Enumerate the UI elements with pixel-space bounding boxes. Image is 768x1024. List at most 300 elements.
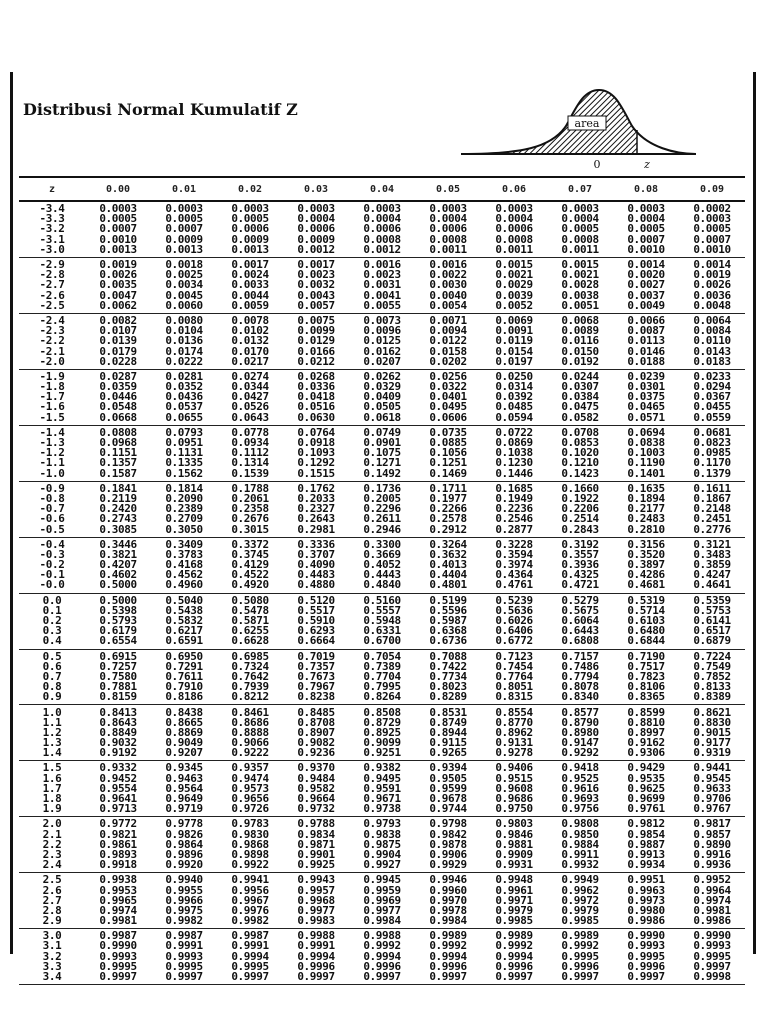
probability-cell: 0.9960 [429, 883, 467, 897]
probability-cell: 0.5987 [429, 614, 467, 628]
probability-cell: 0.0014 [627, 258, 665, 272]
probability-cell: 0.0016 [429, 258, 467, 272]
probability-cell: 0.0030 [429, 278, 467, 292]
z-value-cell: 2.6 [42, 883, 62, 897]
probability-cell: 0.0006 [297, 222, 335, 236]
z-value-cell: -1.3 [39, 436, 65, 450]
probability-cell: 0.0192 [561, 354, 599, 368]
probability-cell: 0.5910 [297, 614, 335, 628]
probability-cell: 0.0051 [561, 298, 599, 312]
column-header: 0.04 [369, 183, 395, 195]
probability-cell: 0.9884 [561, 837, 599, 851]
probability-cell: 0.1762 [297, 481, 335, 495]
probability-cell: 0.4960 [165, 578, 203, 592]
probability-cell: 0.9997 [627, 970, 665, 984]
probability-cell: 0.0005 [561, 222, 599, 236]
probability-cell: 0.2389 [165, 502, 203, 516]
probability-cell: 0.1251 [429, 456, 467, 470]
probability-cell: 0.0823 [693, 436, 731, 450]
probability-cell: 0.9878 [429, 837, 467, 851]
probability-cell: 0.9946 [429, 873, 467, 887]
probability-cell: 0.7910 [165, 680, 203, 694]
probability-cell: 0.9857 [693, 827, 731, 841]
probability-cell: 0.9969 [363, 893, 401, 907]
probability-cell: 0.0222 [165, 354, 203, 368]
probability-cell: 0.1685 [495, 481, 533, 495]
probability-cell: 0.9783 [231, 817, 269, 831]
probability-cell: 0.8925 [363, 725, 401, 739]
z-value-cell: -2.9 [39, 258, 65, 272]
table-row [19, 354, 745, 368]
probability-cell: 0.9463 [165, 771, 203, 785]
probability-cell: 0.5948 [363, 614, 401, 628]
probability-cell: 0.0322 [429, 380, 467, 394]
probability-cell: 0.0025 [165, 268, 203, 282]
probability-cell: 0.9929 [429, 858, 467, 872]
probability-cell: 0.1401 [627, 466, 665, 480]
probability-cell: 0.0401 [429, 390, 467, 404]
probability-cell: 0.1977 [429, 491, 467, 505]
probability-cell: 0.0007 [165, 222, 203, 236]
probability-cell: 0.0571 [627, 410, 665, 424]
table-row [19, 524, 745, 534]
probability-cell: 0.3300 [363, 537, 401, 551]
probability-cell: 0.0505 [363, 400, 401, 414]
probability-cell: 0.9082 [297, 736, 335, 750]
probability-cell: 0.9994 [495, 949, 533, 963]
probability-cell: 0.9951 [627, 873, 665, 887]
probability-cell: 0.1841 [99, 481, 137, 495]
probability-cell: 0.9842 [429, 827, 467, 841]
probability-cell: 0.0023 [363, 268, 401, 282]
z-value-cell: 3.1 [42, 939, 62, 953]
probability-cell: 0.7673 [297, 669, 335, 683]
probability-cell: 0.9817 [693, 817, 731, 831]
probability-cell: 0.4761 [495, 578, 533, 592]
probability-cell: 0.0274 [231, 369, 269, 383]
probability-cell: 0.1230 [495, 456, 533, 470]
z-value-cell: 1.9 [42, 802, 62, 816]
probability-cell: 0.1357 [99, 456, 137, 470]
probability-cell: 0.8051 [495, 680, 533, 694]
probability-cell: 0.0040 [429, 288, 467, 302]
probability-cell: 0.0055 [363, 298, 401, 312]
probability-cell: 0.7764 [495, 669, 533, 683]
probability-cell: 0.9965 [99, 893, 137, 907]
probability-cell: 0.0022 [429, 268, 467, 282]
probability-cell: 0.0281 [165, 369, 203, 383]
probability-cell: 0.0722 [495, 425, 533, 439]
probability-cell: 0.0024 [231, 268, 269, 282]
probability-cell: 0.0122 [429, 334, 467, 348]
column-header-z: z [48, 183, 56, 195]
probability-cell: 0.0091 [495, 324, 533, 338]
probability-cell: 0.0968 [99, 436, 137, 450]
probability-cell: 0.9989 [429, 929, 467, 943]
probability-cell: 0.8749 [429, 715, 467, 729]
probability-cell: 0.8577 [561, 705, 599, 719]
z-value-cell: -1.1 [39, 456, 65, 470]
probability-cell: 0.9706 [693, 792, 731, 806]
z-value-cell: -1.6 [39, 400, 65, 414]
probability-cell: 0.9992 [561, 939, 599, 953]
probability-cell: 0.3821 [99, 547, 137, 561]
probability-cell: 0.9826 [165, 827, 203, 841]
probability-cell: 0.1020 [561, 446, 599, 460]
probability-cell: 0.0013 [165, 242, 203, 256]
probability-cell: 0.1539 [231, 466, 269, 480]
probability-cell: 0.8665 [165, 715, 203, 729]
probability-cell: 0.7995 [363, 680, 401, 694]
z-value-cell: 1.4 [42, 746, 62, 760]
probability-cell: 0.9984 [429, 914, 467, 928]
probability-cell: 0.8643 [99, 715, 137, 729]
probability-cell: 0.8869 [165, 725, 203, 739]
z-value-cell: -0.6 [39, 512, 65, 526]
probability-cell: 0.5557 [363, 603, 401, 617]
probability-cell: 0.6368 [429, 624, 467, 638]
probability-cell: 0.9838 [363, 827, 401, 841]
z-value-cell: -2.5 [39, 298, 65, 312]
z-value-cell: 3.0 [42, 929, 62, 943]
probability-cell: 0.9949 [561, 873, 599, 887]
probability-cell: 0.9767 [693, 802, 731, 816]
probability-cell: 0.9535 [627, 771, 665, 785]
probability-cell: 0.1003 [627, 446, 665, 460]
probability-cell: 0.9996 [297, 959, 335, 973]
probability-cell: 0.9995 [99, 959, 137, 973]
probability-cell: 0.9988 [363, 929, 401, 943]
probability-cell: 0.0465 [627, 400, 665, 414]
probability-cell: 0.8531 [429, 705, 467, 719]
z-value-cell: -2.1 [39, 344, 65, 358]
table-row [19, 242, 745, 256]
probability-cell: 0.9887 [627, 837, 665, 851]
probability-cell: 0.9599 [429, 781, 467, 795]
probability-cell: 0.8621 [693, 705, 731, 719]
z-value-cell: -0.3 [39, 547, 65, 561]
probability-cell: 0.9996 [627, 959, 665, 973]
probability-cell: 0.0485 [495, 400, 533, 414]
probability-cell: 0.0029 [495, 278, 533, 292]
probability-cell: 0.0054 [429, 298, 467, 312]
probability-cell: 0.0002 [693, 202, 731, 216]
probability-cell: 0.0007 [693, 232, 731, 246]
probability-cell: 0.9906 [429, 847, 467, 861]
probability-cell: 0.1075 [363, 446, 401, 460]
probability-cell: 0.9963 [627, 883, 665, 897]
probability-cell: 0.0129 [297, 334, 335, 348]
table-row [19, 692, 745, 702]
probability-cell: 0.6293 [297, 624, 335, 638]
probability-cell: 0.3745 [231, 547, 269, 561]
probability-cell: 0.9608 [495, 781, 533, 795]
probability-cell: 0.0009 [297, 232, 335, 246]
probability-cell: 0.2451 [693, 512, 731, 526]
probability-cell: 0.0367 [693, 390, 731, 404]
probability-cell: 0.9890 [693, 837, 731, 851]
probability-cell: 0.9881 [495, 837, 533, 851]
probability-cell: 0.0375 [627, 390, 665, 404]
probability-cell: 0.9756 [561, 802, 599, 816]
probability-cell: 0.0174 [165, 344, 203, 358]
probability-cell: 0.9920 [165, 858, 203, 872]
probability-cell: 0.9997 [693, 959, 731, 973]
probability-cell: 0.0256 [429, 369, 467, 383]
probability-cell: 0.0125 [363, 334, 401, 348]
z-value-cell: -3.1 [39, 232, 65, 246]
probability-cell: 0.0031 [363, 278, 401, 292]
probability-cell: 0.9974 [99, 903, 137, 917]
probability-cell: 0.3594 [495, 547, 533, 561]
probability-cell: 0.0003 [693, 212, 731, 226]
probability-cell: 0.6808 [561, 634, 599, 648]
probability-cell: 0.9893 [99, 847, 137, 861]
probability-cell: 0.9306 [627, 746, 665, 760]
probability-cell: 0.0034 [165, 278, 203, 292]
probability-cell: 0.0027 [627, 278, 665, 292]
row-group [19, 761, 745, 817]
column-header: 0.07 [567, 183, 593, 195]
probability-cell: 0.2810 [627, 522, 665, 536]
probability-cell: 0.0793 [165, 425, 203, 439]
probability-cell: 0.9370 [297, 761, 335, 775]
probability-cell: 0.8315 [495, 690, 533, 704]
probability-cell: 0.9959 [363, 883, 401, 897]
probability-cell: 0.2206 [561, 502, 599, 516]
probability-cell: 0.0409 [363, 390, 401, 404]
probability-cell: 0.2643 [297, 512, 335, 526]
probability-cell: 0.7291 [165, 659, 203, 673]
probability-cell: 0.2514 [561, 512, 599, 526]
probability-cell: 0.9633 [693, 781, 731, 795]
probability-cell: 0.9357 [231, 761, 269, 775]
probability-cell: 0.5753 [693, 603, 731, 617]
probability-cell: 0.5319 [627, 593, 665, 607]
probability-cell: 0.0110 [693, 334, 731, 348]
probability-cell: 0.5398 [99, 603, 137, 617]
probability-cell: 0.0036 [693, 288, 731, 302]
probability-cell: 0.2611 [363, 512, 401, 526]
probability-cell: 0.7967 [297, 680, 335, 694]
probability-cell: 0.0582 [561, 410, 599, 424]
probability-cell: 0.8461 [231, 705, 269, 719]
probability-cell: 0.2296 [363, 502, 401, 516]
probability-cell: 0.9927 [363, 858, 401, 872]
z-label: z [644, 158, 650, 170]
probability-cell: 0.2843 [561, 522, 599, 536]
probability-cell: 0.3897 [627, 558, 665, 572]
probability-cell: 0.7794 [561, 669, 599, 683]
table-row [19, 636, 745, 646]
probability-cell: 0.5596 [429, 603, 467, 617]
probability-cell: 0.0207 [363, 354, 401, 368]
probability-cell: 0.9918 [99, 858, 137, 872]
probability-cell: 0.1170 [693, 456, 731, 470]
probability-cell: 0.0008 [495, 232, 533, 246]
probability-cell: 0.8389 [693, 690, 731, 704]
z-value-cell: -2.8 [39, 268, 65, 282]
row-group [19, 929, 745, 985]
z-value-cell: -3.2 [39, 222, 65, 236]
probability-cell: 0.0016 [363, 258, 401, 272]
probability-cell: 0.1711 [429, 481, 467, 495]
probability-cell: 0.5040 [165, 593, 203, 607]
probability-cell: 0.1587 [99, 466, 137, 480]
probability-cell: 0.2266 [429, 502, 467, 516]
probability-cell: 0.0006 [363, 222, 401, 236]
probability-cell: 0.9713 [99, 802, 137, 816]
z-value-cell: 2.2 [42, 837, 62, 851]
z-value-cell: 0.9 [42, 690, 62, 704]
probability-cell: 0.9649 [165, 792, 203, 806]
probability-cell: 0.9995 [693, 949, 731, 963]
probability-cell: 0.0020 [627, 268, 665, 282]
probability-cell: 0.3372 [231, 537, 269, 551]
probability-cell: 0.9115 [429, 736, 467, 750]
probability-cell: 0.0004 [429, 212, 467, 226]
probability-cell: 0.9641 [99, 792, 137, 806]
z-value-cell: -0.1 [39, 568, 65, 582]
z-value-cell: 3.3 [42, 959, 62, 973]
probability-cell: 0.4443 [363, 568, 401, 582]
probability-cell: 0.2981 [297, 522, 335, 536]
probability-cell: 0.0336 [297, 380, 335, 394]
probability-cell: 0.9966 [165, 893, 203, 907]
probability-cell: 0.8790 [561, 715, 599, 729]
probability-cell: 0.0668 [99, 410, 137, 424]
probability-cell: 0.9945 [363, 873, 401, 887]
probability-cell: 0.9793 [363, 817, 401, 831]
probability-cell: 0.9997 [231, 970, 269, 984]
probability-cell: 0.4880 [297, 578, 335, 592]
probability-cell: 0.3121 [693, 537, 731, 551]
probability-cell: 0.9744 [429, 802, 467, 816]
probability-cell: 0.9222 [231, 746, 269, 760]
probability-cell: 0.6179 [99, 624, 137, 638]
probability-cell: 0.9904 [363, 847, 401, 861]
probability-cell: 0.9957 [297, 883, 335, 897]
probability-cell: 0.1894 [627, 491, 665, 505]
probability-cell: 0.0012 [297, 242, 335, 256]
probability-cell: 0.8599 [627, 705, 665, 719]
probability-cell: 0.9719 [165, 802, 203, 816]
probability-cell: 0.9938 [99, 873, 137, 887]
probability-cell: 0.0015 [561, 258, 599, 272]
probability-cell: 0.0681 [693, 425, 731, 439]
probability-cell: 0.9861 [99, 837, 137, 851]
probability-cell: 0.9962 [561, 883, 599, 897]
probability-cell: 0.6103 [627, 614, 665, 628]
probability-cell: 0.9941 [231, 873, 269, 887]
probability-cell: 0.5160 [363, 593, 401, 607]
probability-cell: 0.4052 [363, 558, 401, 572]
probability-cell: 0.1635 [627, 481, 665, 495]
probability-cell: 0.0455 [693, 400, 731, 414]
probability-cell: 0.7157 [561, 649, 599, 663]
probability-cell: 0.7580 [99, 669, 137, 683]
z-value-cell: -1.4 [39, 425, 65, 439]
probability-cell: 0.3336 [297, 537, 335, 551]
probability-cell: 0.0446 [99, 390, 137, 404]
z-value-cell: -3.4 [39, 202, 65, 216]
probability-cell: 0.9573 [231, 781, 269, 795]
probability-cell: 0.0853 [561, 436, 599, 450]
probability-cell: 0.0005 [231, 212, 269, 226]
probability-cell: 0.9177 [693, 736, 731, 750]
probability-cell: 0.8849 [99, 725, 137, 739]
probability-cell: 0.9980 [627, 903, 665, 917]
probability-cell: 0.6950 [165, 649, 203, 663]
probability-cell: 0.9955 [165, 883, 203, 897]
probability-cell: 0.7486 [561, 659, 599, 673]
table-header-row [19, 178, 745, 202]
probability-cell: 0.0033 [231, 278, 269, 292]
probability-cell: 0.2776 [693, 522, 731, 536]
probability-cell: 0.0010 [627, 242, 665, 256]
probability-cell: 0.8340 [561, 690, 599, 704]
table-row [19, 972, 745, 982]
probability-cell: 0.7224 [693, 649, 731, 663]
probability-cell: 0.0014 [693, 258, 731, 272]
probability-cell: 0.9956 [231, 883, 269, 897]
z-value-cell: 2.3 [42, 847, 62, 861]
probability-cell: 0.0004 [561, 212, 599, 226]
probability-cell: 0.0026 [693, 278, 731, 292]
column-header: 0.03 [303, 183, 329, 195]
probability-cell: 0.9975 [165, 903, 203, 917]
probability-cell: 0.9686 [495, 792, 533, 806]
probability-cell: 0.0075 [297, 313, 335, 327]
probability-cell: 0.6591 [165, 634, 203, 648]
table-page [10, 72, 756, 984]
probability-cell: 0.2483 [627, 512, 665, 526]
probability-cell: 0.9382 [363, 761, 401, 775]
probability-cell: 0.0003 [297, 202, 335, 216]
probability-cell: 0.9989 [495, 929, 533, 943]
probability-cell: 0.9996 [495, 959, 533, 973]
probability-cell: 0.9236 [297, 746, 335, 760]
probability-cell: 0.0655 [165, 410, 203, 424]
probability-cell: 0.9664 [297, 792, 335, 806]
probability-cell: 0.6664 [297, 634, 335, 648]
probability-cell: 0.9922 [231, 858, 269, 872]
probability-cell: 0.2946 [363, 522, 401, 536]
probability-cell: 0.9699 [627, 792, 665, 806]
probability-cell: 0.5080 [231, 593, 269, 607]
probability-cell: 0.9991 [297, 939, 335, 953]
probability-cell: 0.0019 [693, 268, 731, 282]
probability-cell: 0.0003 [627, 202, 665, 216]
probability-cell: 0.1335 [165, 456, 203, 470]
z-value-cell: -2.3 [39, 324, 65, 338]
table-row [19, 748, 745, 758]
z-value-cell: 0.8 [42, 680, 62, 694]
probability-cell: 0.9803 [495, 817, 533, 831]
probability-cell: 0.0009 [165, 232, 203, 246]
probability-cell: 0.5636 [495, 603, 533, 617]
probability-cell: 0.9976 [231, 903, 269, 917]
probability-cell: 0.9993 [627, 939, 665, 953]
page-title: Distribusi Normal Kumulatif Z [23, 100, 298, 119]
probability-cell: 0.7611 [165, 669, 203, 683]
probability-cell: 0.9971 [495, 893, 533, 907]
probability-cell: 0.4247 [693, 568, 731, 582]
probability-cell: 0.9936 [693, 858, 731, 872]
probability-cell: 0.3409 [165, 537, 203, 551]
probability-cell: 0.7734 [429, 669, 467, 683]
z-value-cell: -2.2 [39, 334, 65, 348]
